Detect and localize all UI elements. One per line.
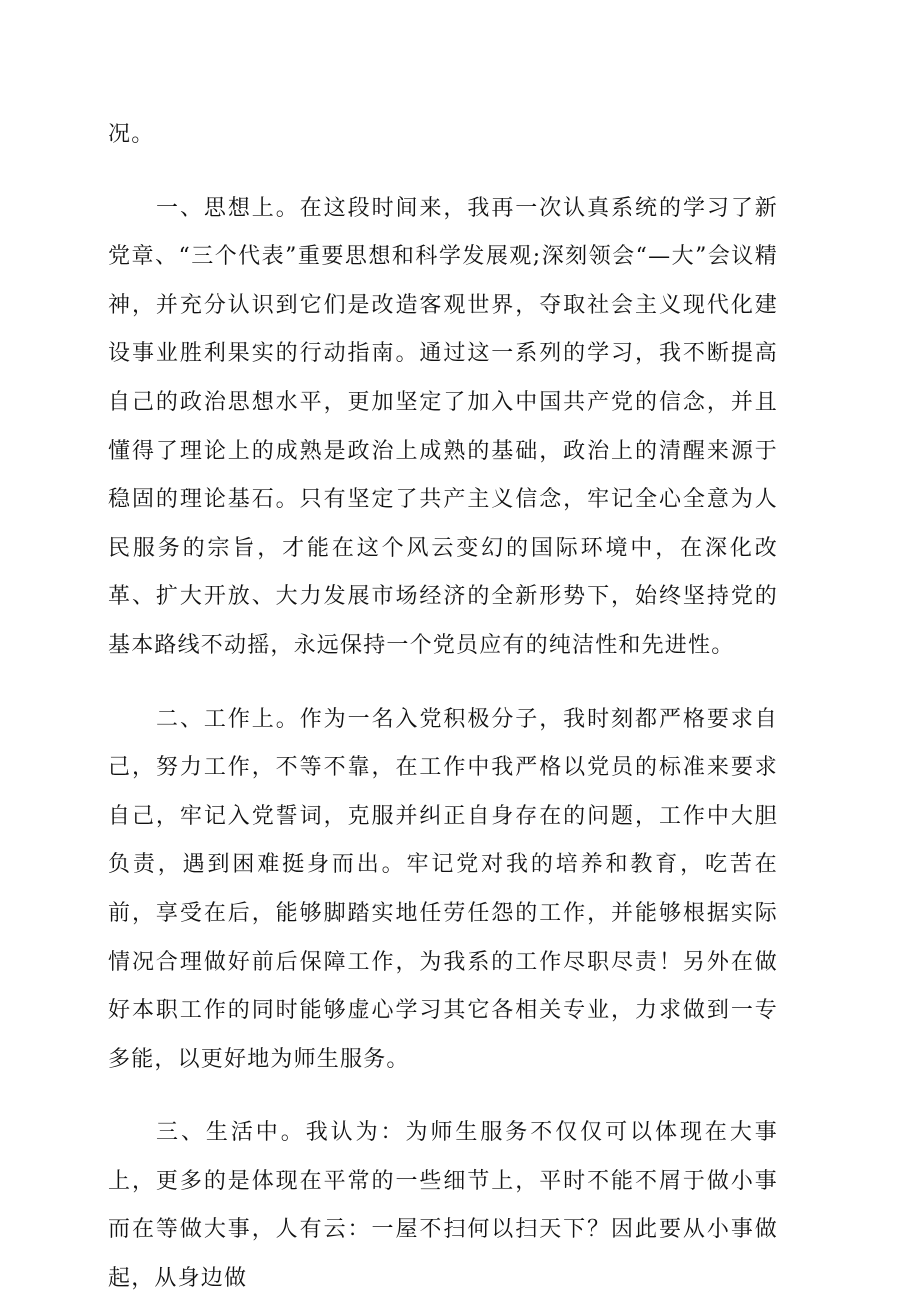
paragraph-work: 二、工作上。作为一名入党积极分子，我时刻都严格要求自己，努力工作，不等不靠，在工作中我严格以党员的标准来要求自己，牢记入党誓词，克服并纠正自身存在的问题，工作中大胆负责，遇到困难挺身而出。牢记党对我的培养和教育，吃苦在前，享受在后，能够脚踏实地任劳任怨的工作，并能够根据实际情况合理做好前后保障工作，为我系的工作尽职尽责！另外在做好本职工作的同时能够虚心学习其它各相关专业，力求做到一专多能，以更好地为师生服务。 — [108, 706, 778, 1072]
paragraph-life: 三、生活中。我认为：为师生服务不仅仅可以体现在大事上，更多的是体现在平常的一些细节上，平时不能不屑于做小事而在等做大事，人有云：一屋不扫何以扫天下？因此要从小事做起，从身边做 — [108, 1120, 778, 1292]
paragraph-continuation: 况。 — [108, 122, 155, 147]
paragraph-gap — [108, 671, 778, 696]
document-body — [108, 111, 778, 1304]
paragraph-ideology: 一、思想上。在这段时间来，我再一次认真系统的学习了新党章、“三个代表”重要思想和科学发展观;深刻领会“—大”会议精神，并充分认识到它们是改造客观世界，夺取社会主义现代化建设事业胜利果实的行动指南。通过这一系列的学习，我不断提高自己的政治思想水平，更加坚定了加入中国共产党的信念，并且懂得了理论上的成熟是政治上成熟的基础，政治上的清醒来源于稳固的理论基石。只有坚定了共产主义信念，牢记全心全意为人民服务的宗旨，才能在这个风云变幻的国际环境中，在深化改革、扩大开放、大力发展市场经济的全新形势下，始终坚持党的基本路线不动摇，永远保持一个党员应有的纯洁性和先进性。 — [108, 195, 778, 658]
paragraph-gap — [108, 1084, 778, 1109]
paragraph-gap — [108, 160, 778, 185]
